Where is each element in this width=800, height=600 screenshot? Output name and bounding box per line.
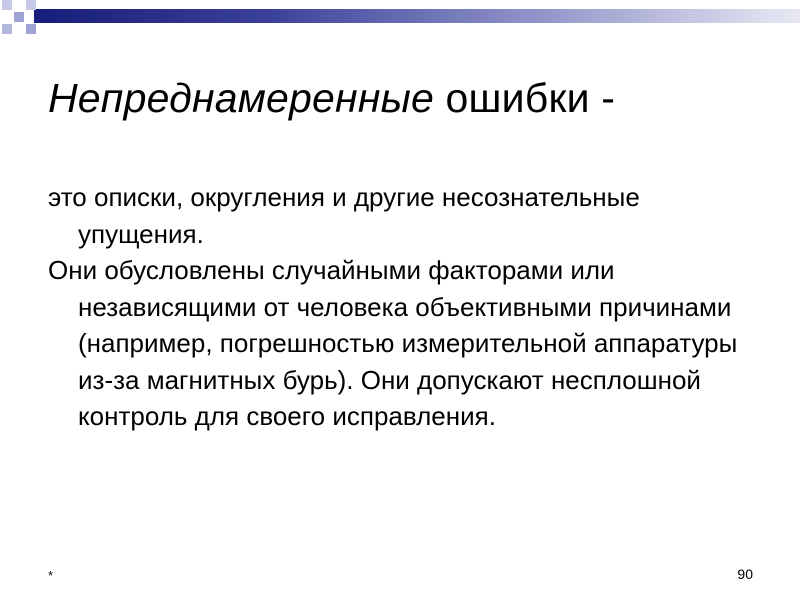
header-decoration [0,0,800,36]
slide-title [48,72,615,124]
explanation-paragraph: Они обусловлены случайными факторами или независящими от человека объективными причинами (например, погрешностью измерительной аппаратуры из-за магнитных бурь). Они допускают несплошной контроль для своего исправления. [48,255,738,431]
decor-square [14,12,24,22]
slide-title-emphasis: Непреднамеренные [48,75,434,121]
decor-square [2,24,12,34]
decor-square [26,24,36,34]
header-gradient-bar [34,9,800,23]
decor-square [2,0,12,10]
page-number: 90 [737,566,753,582]
definition-paragraph: это описки, округления и другие несознательные упущения. [48,182,640,249]
slide-body [48,179,768,435]
footer-mark: * [48,568,54,583]
slide-title-rest: ошибки - [433,75,616,121]
decor-square [26,0,36,10]
